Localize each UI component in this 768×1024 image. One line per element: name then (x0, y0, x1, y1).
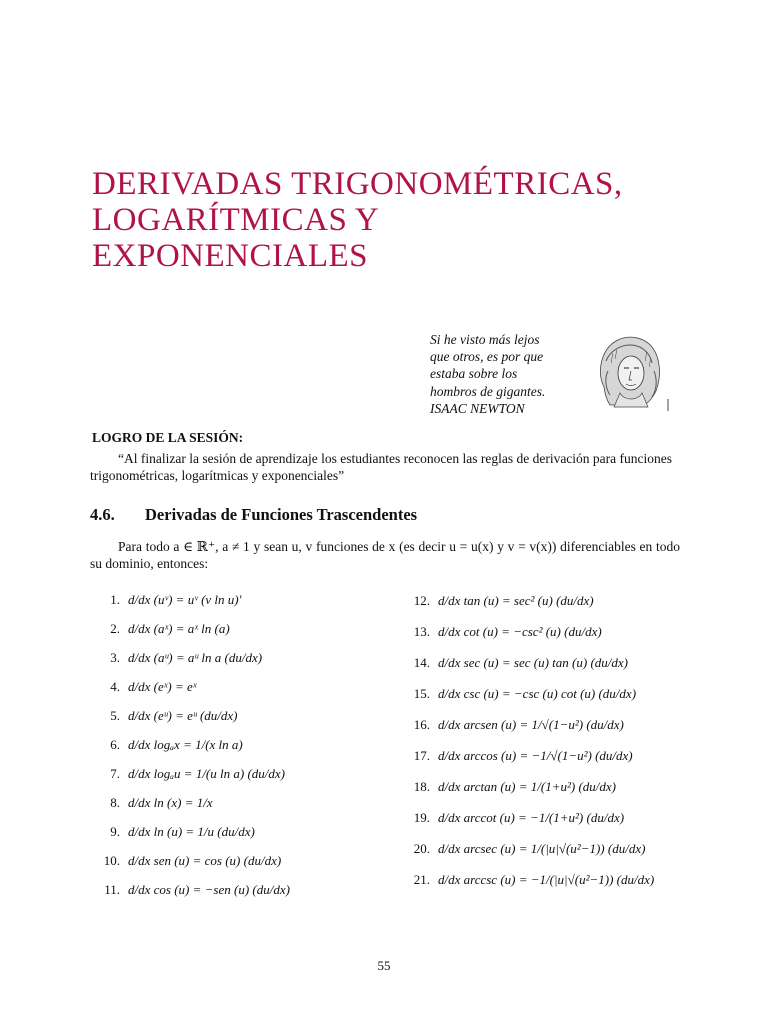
formula-item (400, 833, 690, 864)
formula-item (400, 616, 690, 647)
formula-expression: d/dx (eᵘ) = eᵘ (du/dx) (128, 707, 238, 723)
formula-item (90, 701, 380, 730)
formula-expression: d/dx (uᵛ) = uᵛ (v ln u)′ (128, 591, 242, 607)
quote-line-1: Si he visto más lejos (430, 332, 540, 347)
formula-number: 15. (413, 685, 430, 701)
section-intro: Para todo a ∈ ℝ⁺, a ≠ 1 y sean u, v funciones de x (es decir u = u(x) y v = v(x)) diferenciables en todo su dominio, entonces: (90, 539, 680, 571)
formula-number: 20. (413, 840, 430, 856)
quote-line-4: hombros de gigantes. (430, 383, 546, 399)
formula-number: 21. (413, 871, 430, 887)
page-number: 55 (377, 958, 391, 973)
formula-number: 3. (110, 649, 120, 665)
formula-expression: d/dx logₐx = 1/(x ln a) (128, 736, 243, 752)
formula-item (400, 709, 690, 740)
formula-list-left (90, 585, 380, 904)
formula-item (90, 846, 380, 875)
goal-text: “Al finalizar la sesión de aprendizaje los estudiantes reconocen las reglas de derivación para funciones trigonométricas, logarítmicas y exponenciales” (90, 451, 673, 483)
formula-item (400, 647, 690, 678)
formula-item (90, 585, 380, 614)
formula-item (90, 730, 380, 759)
formula-expression: d/dx (eˣ) = eˣ (128, 678, 197, 694)
section-number: 4.6. (90, 505, 115, 524)
formula-number: 7. (110, 765, 120, 781)
formula-number: 11. (104, 881, 120, 897)
formula-item (90, 614, 380, 643)
formula-item (400, 740, 690, 771)
formula-item (90, 788, 380, 817)
formula-expression: d/dx arcsec (u) = 1/(|u|√(u²−1)) (du/dx) (438, 840, 646, 856)
chapter-title-line-2: LOGARÍTMICAS Y (92, 202, 380, 238)
formula-number: 8. (110, 794, 120, 810)
formula-expression: d/dx cot (u) = −csc² (u) (du/dx) (438, 623, 602, 639)
formula-expression: d/dx arccos (u) = −1/√(1−u²) (du/dx) (438, 747, 633, 763)
formula-expression: d/dx arctan (u) = 1/(1+u²) (du/dx) (438, 778, 617, 794)
formula-expression: d/dx cos (u) = −sen (u) (du/dx) (128, 881, 290, 897)
quote-author: ISAAC NEWTON (430, 400, 525, 416)
formula-expression: d/dx ln (x) = 1/x (128, 794, 213, 810)
formula-number: 17. (413, 747, 430, 763)
section-heading (90, 505, 417, 525)
quote-line-2: que otros, es por que (430, 349, 544, 365)
formula-item (90, 759, 380, 788)
formula-number: 14. (413, 654, 430, 670)
formula-item (400, 802, 690, 833)
formula-expression: d/dx arccsc (u) = −1/(|u|√(u²−1)) (du/dx) (438, 871, 655, 887)
chapter-title (92, 166, 623, 274)
formula-number: 2. (110, 620, 120, 636)
formula-expression: d/dx (aᵘ) = aᵘ ln a (du/dx) (128, 649, 263, 665)
formula-number: 16. (413, 716, 430, 732)
formula-number: 5. (110, 707, 120, 723)
formula-item (400, 678, 690, 709)
formula-expression: d/dx csc (u) = −csc (u) cot (u) (du/dx) (438, 685, 637, 701)
formula-item (90, 875, 380, 904)
chapter-title-line-3: EXPONENCIALES (92, 238, 368, 274)
formula-item (90, 817, 380, 846)
section-title: Derivadas de Funciones Trascendentes (145, 505, 418, 524)
newton-portrait (590, 331, 670, 411)
formula-item (90, 643, 380, 672)
formula-number: 6. (110, 736, 120, 752)
formula-number: 1. (110, 591, 120, 607)
formula-expression: d/dx sen (u) = cos (u) (du/dx) (128, 852, 282, 868)
formula-number: 12. (413, 592, 430, 608)
formula-expression: d/dx arccot (u) = −1/(1+u²) (du/dx) (438, 809, 625, 825)
formula-number: 18. (413, 778, 430, 794)
formula-item (400, 585, 690, 616)
formula-item (90, 672, 380, 701)
formula-expression: d/dx arcsen (u) = 1/√(1−u²) (du/dx) (438, 716, 624, 732)
formula-list-right (400, 585, 690, 895)
formula-number: 19. (413, 809, 430, 825)
formula-expression: d/dx logₐu = 1/(u ln a) (du/dx) (128, 765, 285, 781)
formula-expression: d/dx ln (u) = 1/u (du/dx) (128, 823, 255, 839)
formula-number: 9. (110, 823, 120, 839)
formula-expression: d/dx (aˣ) = aˣ ln (a) (128, 620, 230, 636)
formula-expression: d/dx tan (u) = sec² (u) (du/dx) (438, 592, 594, 608)
goal-heading: LOGRO DE LA SESIÓN: (92, 430, 244, 445)
formula-item (400, 771, 690, 802)
epigraph-quote (430, 331, 545, 417)
formula-item (400, 864, 690, 895)
formula-number: 4. (110, 678, 120, 694)
chapter-title-line-1: DERIVADAS TRIGONOMÉTRICAS, (92, 166, 623, 202)
formula-number: 13. (413, 623, 430, 639)
formula-expression: d/dx sec (u) = sec (u) tan (u) (du/dx) (438, 654, 628, 670)
formula-number: 10. (103, 852, 120, 868)
quote-line-3: estaba sobre los (430, 366, 518, 382)
